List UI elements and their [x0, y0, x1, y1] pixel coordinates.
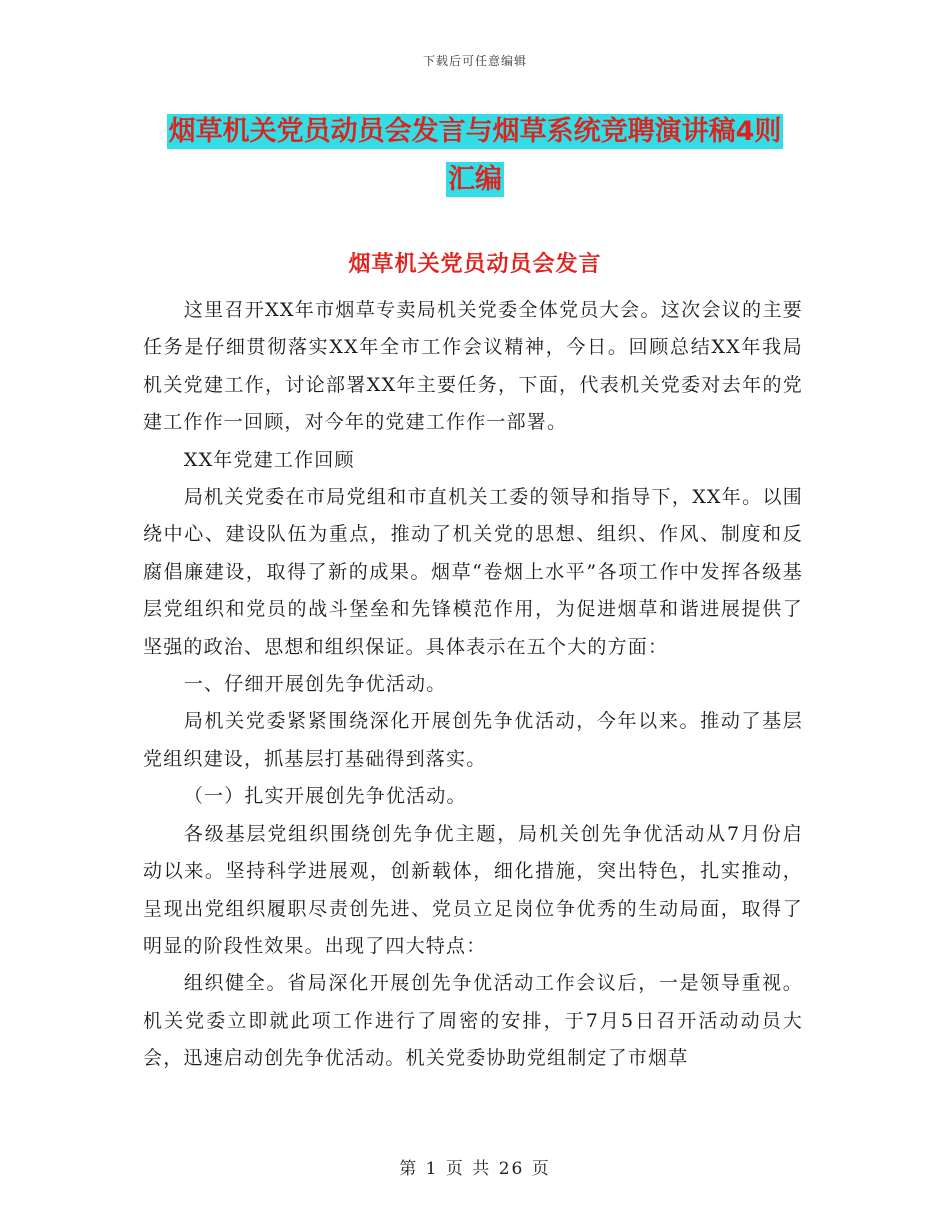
paragraph: 各级基层党组织围绕创先争优主题，局机关创先争优活动从7月份启动以来。坚持科学进展观，创新载体，细化措施，突出特色，扎实推动，呈现出党组织履职尽责创先进、党员立足岗位争优秀的生动局面，取得了明显的阶段性效果。出现了四大特点：	[143, 822, 803, 957]
paragraph: 一、仔细开展创先争优活动。	[183, 673, 447, 696]
document-title-line2: 汇编	[448, 164, 502, 195]
header-note: 下载后可任意编辑	[422, 54, 527, 68]
paragraph: 局机关党委在市局党组和市直机关工委的领导和指导下，XX年。以围绕中心、建设队伍为重点，推动了机关党的思想、组织、作风、制度和反腐倡廉建设，取得了新的成果。烟草“卷烟上水平”各项工作中发挥各级基层党组织和党员的战斗堡垒和先锋模范作用，为促进烟草和谐进展提供了坚强的政治、思想和组织保证。具体表示在五个大的方面：	[143, 486, 803, 658]
section-title: 烟草机关党员动员会发言	[348, 252, 602, 277]
paragraph: 组织健全。省局深化开展创先争优活动工作会议后，一是领导重视。机关党委立即就此项工作进行了周密的安排，于7月5日召开活动动员大会，迅速启动创先争优活动。机关党委协助党组制定了市烟草	[143, 972, 803, 1070]
document-title	[140, 108, 810, 204]
paragraph: XX年党建工作回顾	[183, 448, 355, 471]
document-body	[143, 292, 803, 1078]
paragraph: （一）扎实开展创先争优活动。	[183, 785, 467, 808]
paragraph: 局机关党委紧紧围绕深化开展创先争优活动，今年以来。推动了基层党组织建设，抓基层打基础得到落实。	[143, 710, 803, 770]
document-title-line1: 烟草机关党员动员会发言与烟草系统竞聘演讲稿4则	[168, 116, 782, 147]
page-number: 第 1 页 共 26 页	[399, 1159, 551, 1179]
paragraph: 这里召开XX年市烟草专卖局机关党委全体党员大会。这次会议的主要任务是仔细贯彻落实XX年全市工作会议精神，今日。回顾总结XX年我局机关党建工作，讨论部署XX年主要任务，下面，代表机关党委对去年的党建工作作一回顾，对今年的党建工作作一部署。	[143, 299, 803, 434]
